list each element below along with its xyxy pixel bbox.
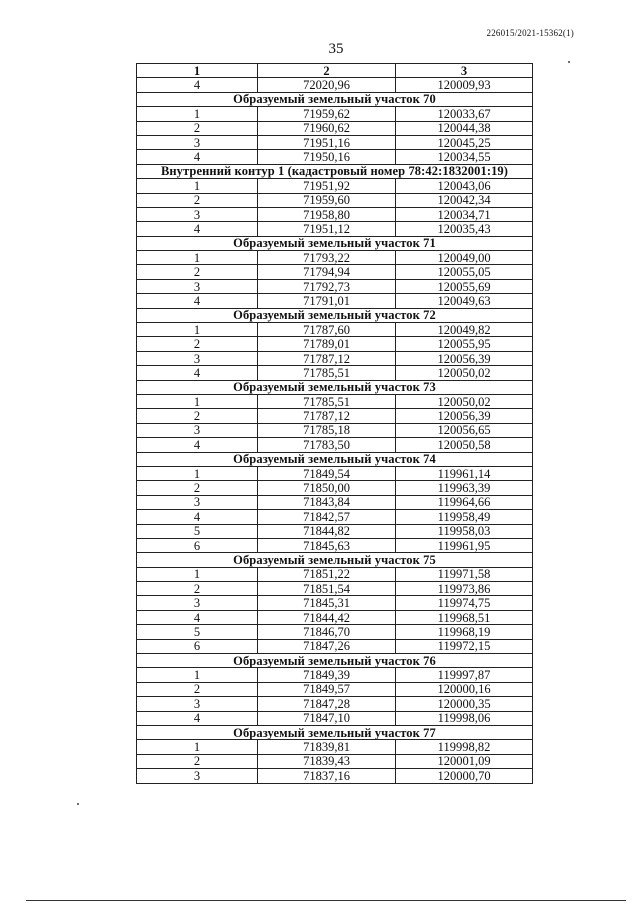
point-number-cell: 5 [137,524,258,538]
section-title-row [137,92,533,106]
y-coordinate-cell: 119968,19 [396,625,533,639]
table-row [137,682,533,696]
x-coordinate-cell: 71847,28 [258,697,396,711]
y-coordinate-cell: 119998,82 [396,740,533,754]
y-coordinate-cell: 119973,86 [396,582,533,596]
table-row [137,207,533,221]
table-row [137,121,533,135]
x-coordinate-cell: 71958,80 [258,207,396,221]
x-coordinate-cell: 71845,63 [258,538,396,552]
point-number-cell: 6 [137,538,258,552]
table-row [137,193,533,207]
y-coordinate-cell: 119961,14 [396,466,533,480]
x-coordinate-cell: 71849,54 [258,466,396,480]
section-title: Образуемый земельный участок 76 [137,654,533,668]
x-coordinate-cell: 71951,16 [258,135,396,149]
table-row [137,265,533,279]
x-coordinate-cell: 71791,01 [258,294,396,308]
table-row [137,538,533,552]
y-coordinate-cell: 120049,63 [396,294,533,308]
y-coordinate-cell: 119998,06 [396,711,533,725]
x-coordinate-cell: 71845,31 [258,596,396,610]
y-coordinate-cell: 119972,15 [396,639,533,653]
section-title-row [137,654,533,668]
y-coordinate-cell: 120034,71 [396,207,533,221]
section-title: Образуемый земельный участок 73 [137,380,533,394]
table-row [137,438,533,452]
point-number-cell: 2 [137,682,258,696]
x-coordinate-cell: 71951,92 [258,179,396,193]
x-coordinate-cell: 71851,22 [258,567,396,581]
point-number-cell: 3 [137,135,258,149]
point-number-cell: 1 [137,466,258,480]
y-coordinate-cell: 119971,58 [396,567,533,581]
point-number-cell: 6 [137,639,258,653]
table-row [137,179,533,193]
section-title: Образуемый земельный участок 74 [137,452,533,466]
x-coordinate-cell: 71837,16 [258,769,396,783]
table-row [137,394,533,408]
section-title: Образуемый земельный участок 70 [137,92,533,106]
y-coordinate-cell: 120045,25 [396,135,533,149]
point-number-cell: 1 [137,740,258,754]
section-title: Образуемый земельный участок 75 [137,553,533,567]
point-number-cell: 2 [137,582,258,596]
table-row [137,409,533,423]
table-row [137,625,533,639]
x-coordinate-cell: 71789,01 [258,337,396,351]
y-coordinate-cell: 120056,39 [396,409,533,423]
x-coordinate-cell: 71849,57 [258,682,396,696]
table-row [137,481,533,495]
y-coordinate-cell: 119974,75 [396,596,533,610]
table-row [137,582,533,596]
point-number-cell: 3 [137,351,258,365]
point-number-cell: 5 [137,625,258,639]
point-number-cell: 1 [137,107,258,121]
y-coordinate-cell: 120050,02 [396,394,533,408]
point-number-cell: 1 [137,179,258,193]
x-coordinate-cell: 71847,26 [258,639,396,653]
point-number-cell: 2 [137,337,258,351]
point-number-cell: 1 [137,323,258,337]
x-coordinate-cell: 71785,18 [258,423,396,437]
y-coordinate-cell: 120000,35 [396,697,533,711]
x-coordinate-cell: 71787,12 [258,409,396,423]
table-row [137,337,533,351]
y-coordinate-cell: 120050,02 [396,366,533,380]
x-coordinate-cell: 71794,94 [258,265,396,279]
table-row [137,697,533,711]
y-coordinate-cell: 120049,82 [396,323,533,337]
point-number-cell: 3 [137,207,258,221]
point-number-cell: 1 [137,567,258,581]
y-coordinate-cell: 120050,58 [396,438,533,452]
point-number-cell: 2 [137,193,258,207]
point-number-cell: 3 [137,423,258,437]
x-coordinate-cell: 71839,81 [258,740,396,754]
x-coordinate-cell: 71839,43 [258,754,396,768]
section-title-row [137,452,533,466]
point-number-cell: 4 [137,510,258,524]
table-row [137,351,533,365]
section-title: Образуемый земельный участок 72 [137,308,533,322]
y-coordinate-cell: 120056,65 [396,423,533,437]
y-coordinate-cell: 119958,49 [396,510,533,524]
y-coordinate-cell: 120055,69 [396,279,533,293]
x-coordinate-cell: 71785,51 [258,394,396,408]
table-row [137,466,533,480]
section-title-row [137,236,533,250]
y-coordinate-cell: 120035,43 [396,222,533,236]
table-row [137,135,533,149]
table-row [137,495,533,509]
x-coordinate-cell: 71960,62 [258,121,396,135]
x-coordinate-cell: 71850,00 [258,481,396,495]
column-header-point-number: 1 [137,64,258,78]
section-title-row [137,553,533,567]
section-title: Образуемый земельный участок 77 [137,725,533,739]
section-title: Внутренний контур 1 (кадастровый номер 78:42:1832001:19) [137,164,533,178]
y-coordinate-cell: 119964,66 [396,495,533,509]
point-number-cell: 4 [137,78,258,92]
y-coordinate-cell: 120044,38 [396,121,533,135]
point-number-cell: 4 [137,222,258,236]
point-number-cell: 1 [137,394,258,408]
table-row [137,740,533,754]
table-row [137,524,533,538]
table-row [137,294,533,308]
table-row [137,668,533,682]
point-number-cell: 1 [137,668,258,682]
y-coordinate-cell: 120000,70 [396,769,533,783]
point-number-cell: 2 [137,409,258,423]
y-coordinate-cell: 119963,39 [396,481,533,495]
page-number: 35 [328,41,344,57]
coordinates-table-body [137,64,533,784]
table-row [137,222,533,236]
table-row [137,754,533,768]
table-row [137,639,533,653]
x-coordinate-cell: 71959,62 [258,107,396,121]
x-coordinate-cell: 71847,10 [258,711,396,725]
point-number-cell: 3 [137,279,258,293]
section-title: Образуемый земельный участок 71 [137,236,533,250]
point-number-cell: 3 [137,769,258,783]
point-number-cell: 2 [137,481,258,495]
point-number-cell: 3 [137,596,258,610]
point-number-cell: 4 [137,150,258,164]
table-header-row [137,64,533,78]
section-title-row [137,725,533,739]
scan-speck [568,61,570,63]
x-coordinate-cell: 71951,12 [258,222,396,236]
x-coordinate-cell: 71851,54 [258,582,396,596]
section-title-row [137,308,533,322]
x-coordinate-cell: 72020,96 [258,78,396,92]
x-coordinate-cell: 71844,42 [258,610,396,624]
point-number-cell: 2 [137,754,258,768]
x-coordinate-cell: 71787,60 [258,323,396,337]
section-title-row [137,164,533,178]
y-coordinate-cell: 120034,55 [396,150,533,164]
table-row [137,610,533,624]
x-coordinate-cell: 71950,16 [258,150,396,164]
table-row [137,769,533,783]
y-coordinate-cell: 120043,06 [396,179,533,193]
y-coordinate-cell: 119958,03 [396,524,533,538]
y-coordinate-cell: 120055,95 [396,337,533,351]
y-coordinate-cell: 120055,05 [396,265,533,279]
point-number-cell: 3 [137,495,258,509]
x-coordinate-cell: 71793,22 [258,251,396,265]
table-row [137,150,533,164]
x-coordinate-cell: 71787,12 [258,351,396,365]
table-row [137,279,533,293]
y-coordinate-cell: 120049,00 [396,251,533,265]
y-coordinate-cell: 119961,95 [396,538,533,552]
table-row [137,251,533,265]
y-coordinate-cell: 120042,34 [396,193,533,207]
table-row [137,567,533,581]
table-row [137,423,533,437]
x-coordinate-cell: 71792,73 [258,279,396,293]
column-header-y: 3 [396,64,533,78]
table-row [137,366,533,380]
table-row [137,107,533,121]
point-number-cell: 4 [137,438,258,452]
y-coordinate-cell: 120056,39 [396,351,533,365]
y-coordinate-cell: 119997,87 [396,668,533,682]
point-number-cell: 2 [137,121,258,135]
point-number-cell: 4 [137,366,258,380]
x-coordinate-cell: 71843,84 [258,495,396,509]
table-row [137,711,533,725]
y-coordinate-cell: 120001,09 [396,754,533,768]
point-number-cell: 2 [137,265,258,279]
point-number-cell: 4 [137,610,258,624]
table-row [137,596,533,610]
y-coordinate-cell: 120009,93 [396,78,533,92]
point-number-cell: 1 [137,251,258,265]
scan-speck [77,803,79,805]
y-coordinate-cell: 120000,16 [396,682,533,696]
coordinates-table [136,63,533,784]
x-coordinate-cell: 71846,70 [258,625,396,639]
table-row [137,323,533,337]
point-number-cell: 3 [137,697,258,711]
x-coordinate-cell: 71849,39 [258,668,396,682]
point-number-cell: 4 [137,711,258,725]
y-coordinate-cell: 119968,51 [396,610,533,624]
x-coordinate-cell: 71844,82 [258,524,396,538]
table-row [137,78,533,92]
x-coordinate-cell: 71842,57 [258,510,396,524]
section-title-row [137,380,533,394]
x-coordinate-cell: 71785,51 [258,366,396,380]
column-header-x: 2 [258,64,396,78]
x-coordinate-cell: 71783,50 [258,438,396,452]
page-bottom-edge [26,900,626,901]
table-row [137,510,533,524]
point-number-cell: 4 [137,294,258,308]
y-coordinate-cell: 120033,67 [396,107,533,121]
document-number: 226015/2021-15362(1) [486,28,574,38]
x-coordinate-cell: 71959,60 [258,193,396,207]
